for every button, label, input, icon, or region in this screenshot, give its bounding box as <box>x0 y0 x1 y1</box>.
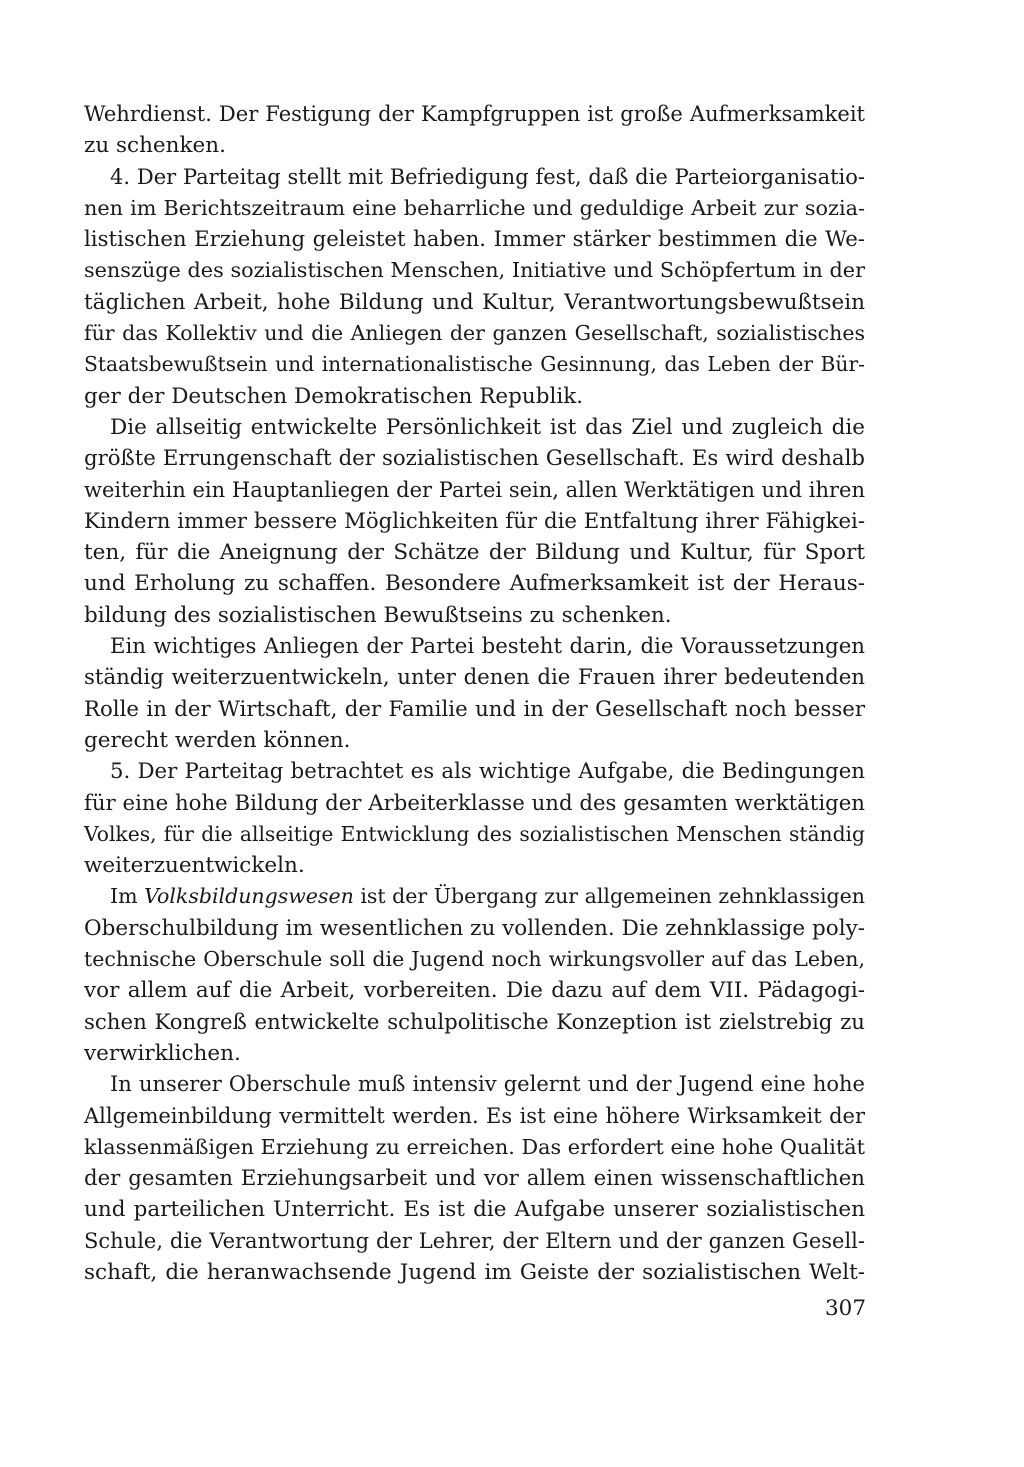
page-body <box>84 99 865 1288</box>
text-line: klassenmäßigen Erziehung zu erreichen. Das erfordert eine hohe Qualität <box>84 1134 865 1159</box>
text-line: verwirklichen. <box>84 1040 241 1066</box>
text-line: 4. Der Parteitag stellt mit Befriedigung fest, daß die Parteiorganisatio- <box>110 164 865 189</box>
page-number: 307 <box>825 1296 867 1321</box>
text-line: 5. Der Parteitag betrachtet es als wichtige Aufgabe, die Bedingungen <box>110 759 865 785</box>
text-line: gerecht werden können. <box>84 727 351 753</box>
text-line: größte Errungenschaft der sozialistischen Gesellschaft. Es wird deshalb <box>84 446 865 472</box>
text-line: weiterzuentwickeln. <box>84 853 305 879</box>
text-line: ständig weiterzuentwickeln, unter denen die Frauen ihrer bedeutenden <box>84 665 865 691</box>
text-line: Staatsbewußtsein und internationalistische Gesinnung, das Leben der Bür- <box>84 352 865 377</box>
text-line-post: ist der Übergang zur allgemeinen zehnklassigen <box>353 884 865 909</box>
text-line: Wehrdienst. Der Festigung der Kampfgruppen ist große Aufmerksamkeit <box>84 102 865 126</box>
text-line-emphasis: Volksbildungswesen <box>144 884 354 909</box>
text-line: täglichen Arbeit, hohe Bildung und Kultur, Verantwortungsbewußtsein <box>84 289 865 315</box>
text-line: Schule, die Verantwortung der Lehrer, der Eltern und der ganzen Gesell- <box>84 1228 865 1253</box>
text-line: ten, für die Aneignung der Schätze der Bildung und Kultur, für Sport <box>84 540 865 566</box>
text-line: Volkes, für die allseitige Entwicklung des sozialistischen Menschen ständig <box>84 821 865 846</box>
text-line: listischen Erziehung geleistet haben. Immer stärker bestimmen die We- <box>84 227 865 253</box>
text-line: Rolle in der Wirtschaft, der Familie und in der Gesellschaft noch besser <box>84 696 865 722</box>
text-line: Kindern immer bessere Möglichkeiten für die Entfaltung ihrer Fähigkei- <box>84 508 865 534</box>
text-line <box>84 881 865 912</box>
text-line: In unserer Oberschule muß intensiv gelernt und der Jugend eine hohe <box>110 1072 865 1097</box>
text-line: technische Oberschule soll die Jugend noch wirkungsvoller auf das Leben, <box>84 947 865 972</box>
text-line: Ein wichtiges Anliegen der Partei besteht darin, die Voraussetzungen <box>110 634 865 660</box>
text-line: Die allseitig entwickelte Persönlichkeit ist das Ziel und zugleich die <box>110 414 865 440</box>
text-line: ger der Deutschen Demokratischen Republik. <box>84 383 584 409</box>
text-line: für eine hohe Bildung der Arbeiterklasse und des gesamten werktätigen <box>84 790 865 816</box>
text-line: Allgemeinbildung vermittelt werden. Es ist eine höhere Wirksamkeit der <box>84 1103 865 1128</box>
text-line: bildung des sozialistischen Bewußtseins zu schenken. <box>84 602 672 628</box>
text-line: senszüge des sozialistischen Menschen, Initiative und Schöpfertum in der <box>84 258 865 283</box>
text-line: weiterhin ein Hauptanliegen der Partei sein, allen Werktätigen und ihren <box>84 477 865 502</box>
text-line-pre: Im <box>110 884 145 909</box>
text-line: für das Kollektiv und die Anliegen der ganzen Gesellschaft, sozialistisches <box>84 321 865 346</box>
text-line: schen Kongreß entwickelte schulpolitische Konzeption ist zielstrebig zu <box>84 1009 865 1035</box>
text-line: und Erholung zu schaffen. Besondere Aufmerksamkeit ist der Heraus- <box>84 571 865 597</box>
text-line: nen im Berichtszeitraum eine beharrliche und geduldige Arbeit zur sozia- <box>84 195 865 220</box>
text-line: der gesamten Erziehungsarbeit und vor allem einen wissenschaftlichen <box>84 1166 865 1192</box>
text-line: schaft, die heranwachsende Jugend im Geiste der sozialistischen Welt- <box>84 1259 865 1285</box>
text-line: zu schenken. <box>84 133 226 159</box>
text-line: vor allem auf die Arbeit, vorbereiten. Die dazu auf dem VII. Pädagogi- <box>84 978 865 1004</box>
text-line: und parteilichen Unterricht. Es ist die Aufgabe unserer sozialistischen <box>84 1197 865 1223</box>
text-line: Oberschulbildung im wesentlichen zu vollenden. Die zehnklassige poly- <box>84 915 865 941</box>
